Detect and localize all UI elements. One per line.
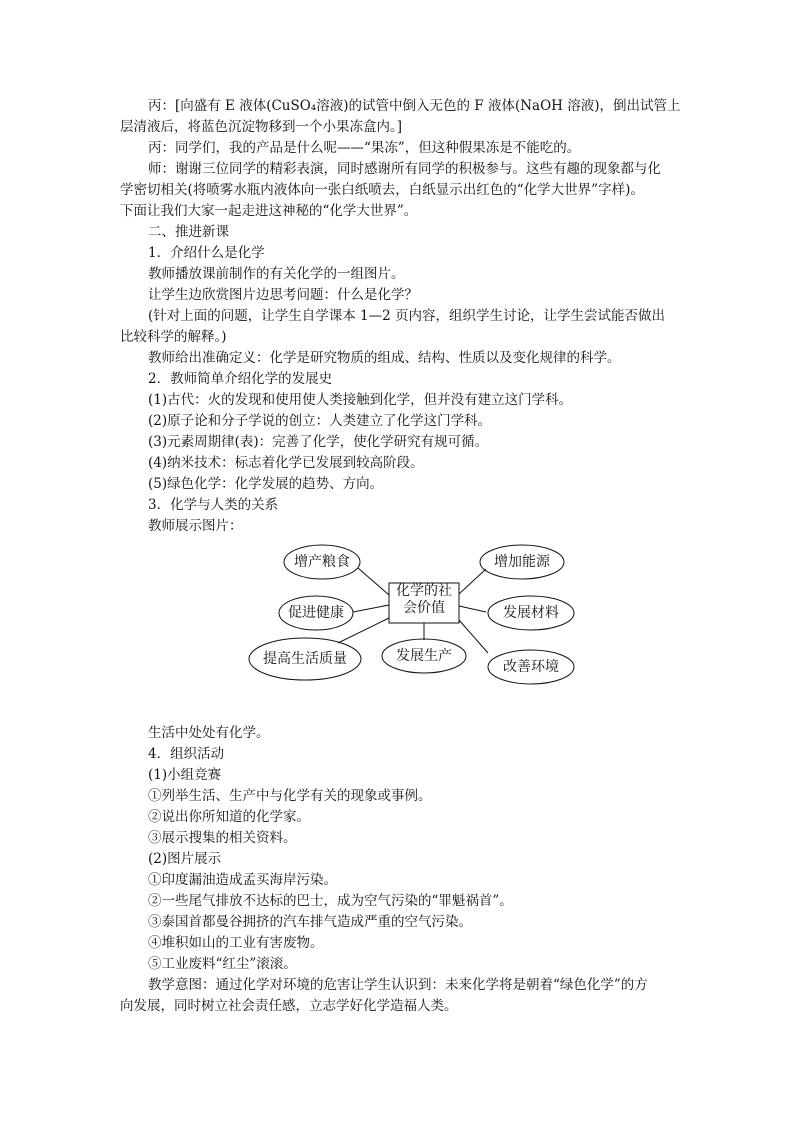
picture-item-2: ②一些尾气排放不达标的巴士，成为空气污染的“罪魁祸首”。: [148, 893, 513, 909]
history-item-3: (3)元素周期律(表)：完善了化学，使化学研究有规可循。: [148, 434, 489, 450]
activity-heading-1: (1)小组竞赛: [148, 767, 222, 783]
text-line-1: 丙：[向盛有 E 液体(CuSO₄溶液)的试管中倒入无色的 F 液体(NaOH 溶液)，倒出试管上: [148, 98, 680, 114]
connector-materials: [459, 606, 486, 612]
teaching-intent-line-2: 向发展，同时树立社会责任感，立志学好化学造福人类。: [120, 998, 458, 1014]
social-value-diagram: [248, 540, 576, 690]
teaching-intent-line-1: 教学意图：通过化学对环境的危害让学生认识到：未来化学将是朝着“绿色化学”的方: [148, 977, 648, 993]
connector-health: [353, 605, 389, 612]
picture-item-3: ③泰国首都曼谷拥挤的汽车排气造成严重的空气污染。: [148, 914, 472, 930]
node-grain: 增产粮食: [294, 554, 350, 570]
picture-item-1: ①印度漏油造成孟买海岸污染。: [148, 872, 337, 888]
node-production: 发展生产: [396, 648, 452, 664]
history-item-4: (4)纳米技术：标志着化学已发展到较高阶段。: [148, 455, 424, 471]
text-line-5: 学密切相关(将喷雾水瓶内液体向一张白纸喷去，白纸显示出红色的“化学大世界”字样)。: [120, 182, 644, 198]
activity-item-3: ③展示搜集的相关资料。: [148, 830, 297, 846]
node-materials: 发展材料: [503, 605, 559, 621]
activity-item-2: ②说出你所知道的化学家。: [148, 809, 310, 825]
history-item-2: (2)原子论和分子学说的创立：人类建立了化学这门学科。: [148, 413, 492, 429]
node-environment: 改善环境: [503, 659, 559, 675]
center-label: 化学的社 会价值: [396, 583, 452, 616]
text-line-4: 师：谢谢三位同学的精彩表演，同时感谢所有同学的积极参与。这些有趣的现象都与化: [148, 161, 661, 177]
node-energy: 增加能源: [494, 554, 550, 570]
text-line-21: 教师展示图片：: [148, 518, 243, 534]
text-line-11: (针对上面的问题，让学生自学课本 1—2 页内容，组织学生讨论，让学生尝试能否做出: [148, 308, 666, 324]
history-item-5: (5)绿色化学：化学发展的趋势、方向。: [148, 476, 384, 492]
connector-energy: [459, 569, 486, 594]
history-item-1: (1)古代：火的发现和使用使人类接触到化学，但并没有建立这门学科。: [148, 392, 573, 408]
connector-life: [338, 618, 389, 643]
text-line-12: 比较科学的解释。): [120, 329, 227, 345]
text-line-13: 教师给出准确定义：化学是研究物质的组成、结构、性质以及变化规律的科学。: [148, 350, 621, 366]
subheading-2: 2．教师简单介绍化学的发展史: [148, 371, 333, 387]
picture-item-4: ④堆积如山的工业有害废物。: [148, 935, 324, 951]
subheading-1: 1．介绍什么是化学: [148, 245, 265, 261]
connector-grain: [358, 568, 389, 595]
node-health: 促进健康: [288, 605, 344, 621]
text-line-9: 教师播放课前制作的有关化学的一组图片。: [148, 266, 405, 282]
node-life: 提高生活质量: [263, 651, 347, 667]
subheading-4: 4．组织活动: [148, 746, 225, 762]
subheading-3: 3．化学与人类的关系: [148, 497, 279, 513]
text-line-10: 让学生边欣赏图片边思考问题：什么是化学？: [148, 287, 418, 303]
connector-environment: [459, 620, 488, 653]
text-line-3: 丙：同学们，我的产品是什么呢——“果冻”，但这种假果冻是不能吃的。: [148, 140, 581, 156]
text-line-6: 下面让我们大家一起走进这神秘的“化学大世界”。: [120, 203, 418, 219]
activity-heading-2: (2)图片展示: [148, 851, 222, 867]
section-heading: 二、推进新课: [148, 224, 229, 240]
text-line-22: 生活中处处有化学。: [148, 725, 270, 741]
picture-item-5: ⑤工业废料“红尘”滚滚。: [148, 956, 297, 972]
text-line-2: 层清液后，将蓝色沉淀物移到一个小果冻盒内。]: [120, 119, 403, 135]
activity-item-1: ①列举生活、生产中与化学有关的现象或事例。: [148, 788, 432, 804]
